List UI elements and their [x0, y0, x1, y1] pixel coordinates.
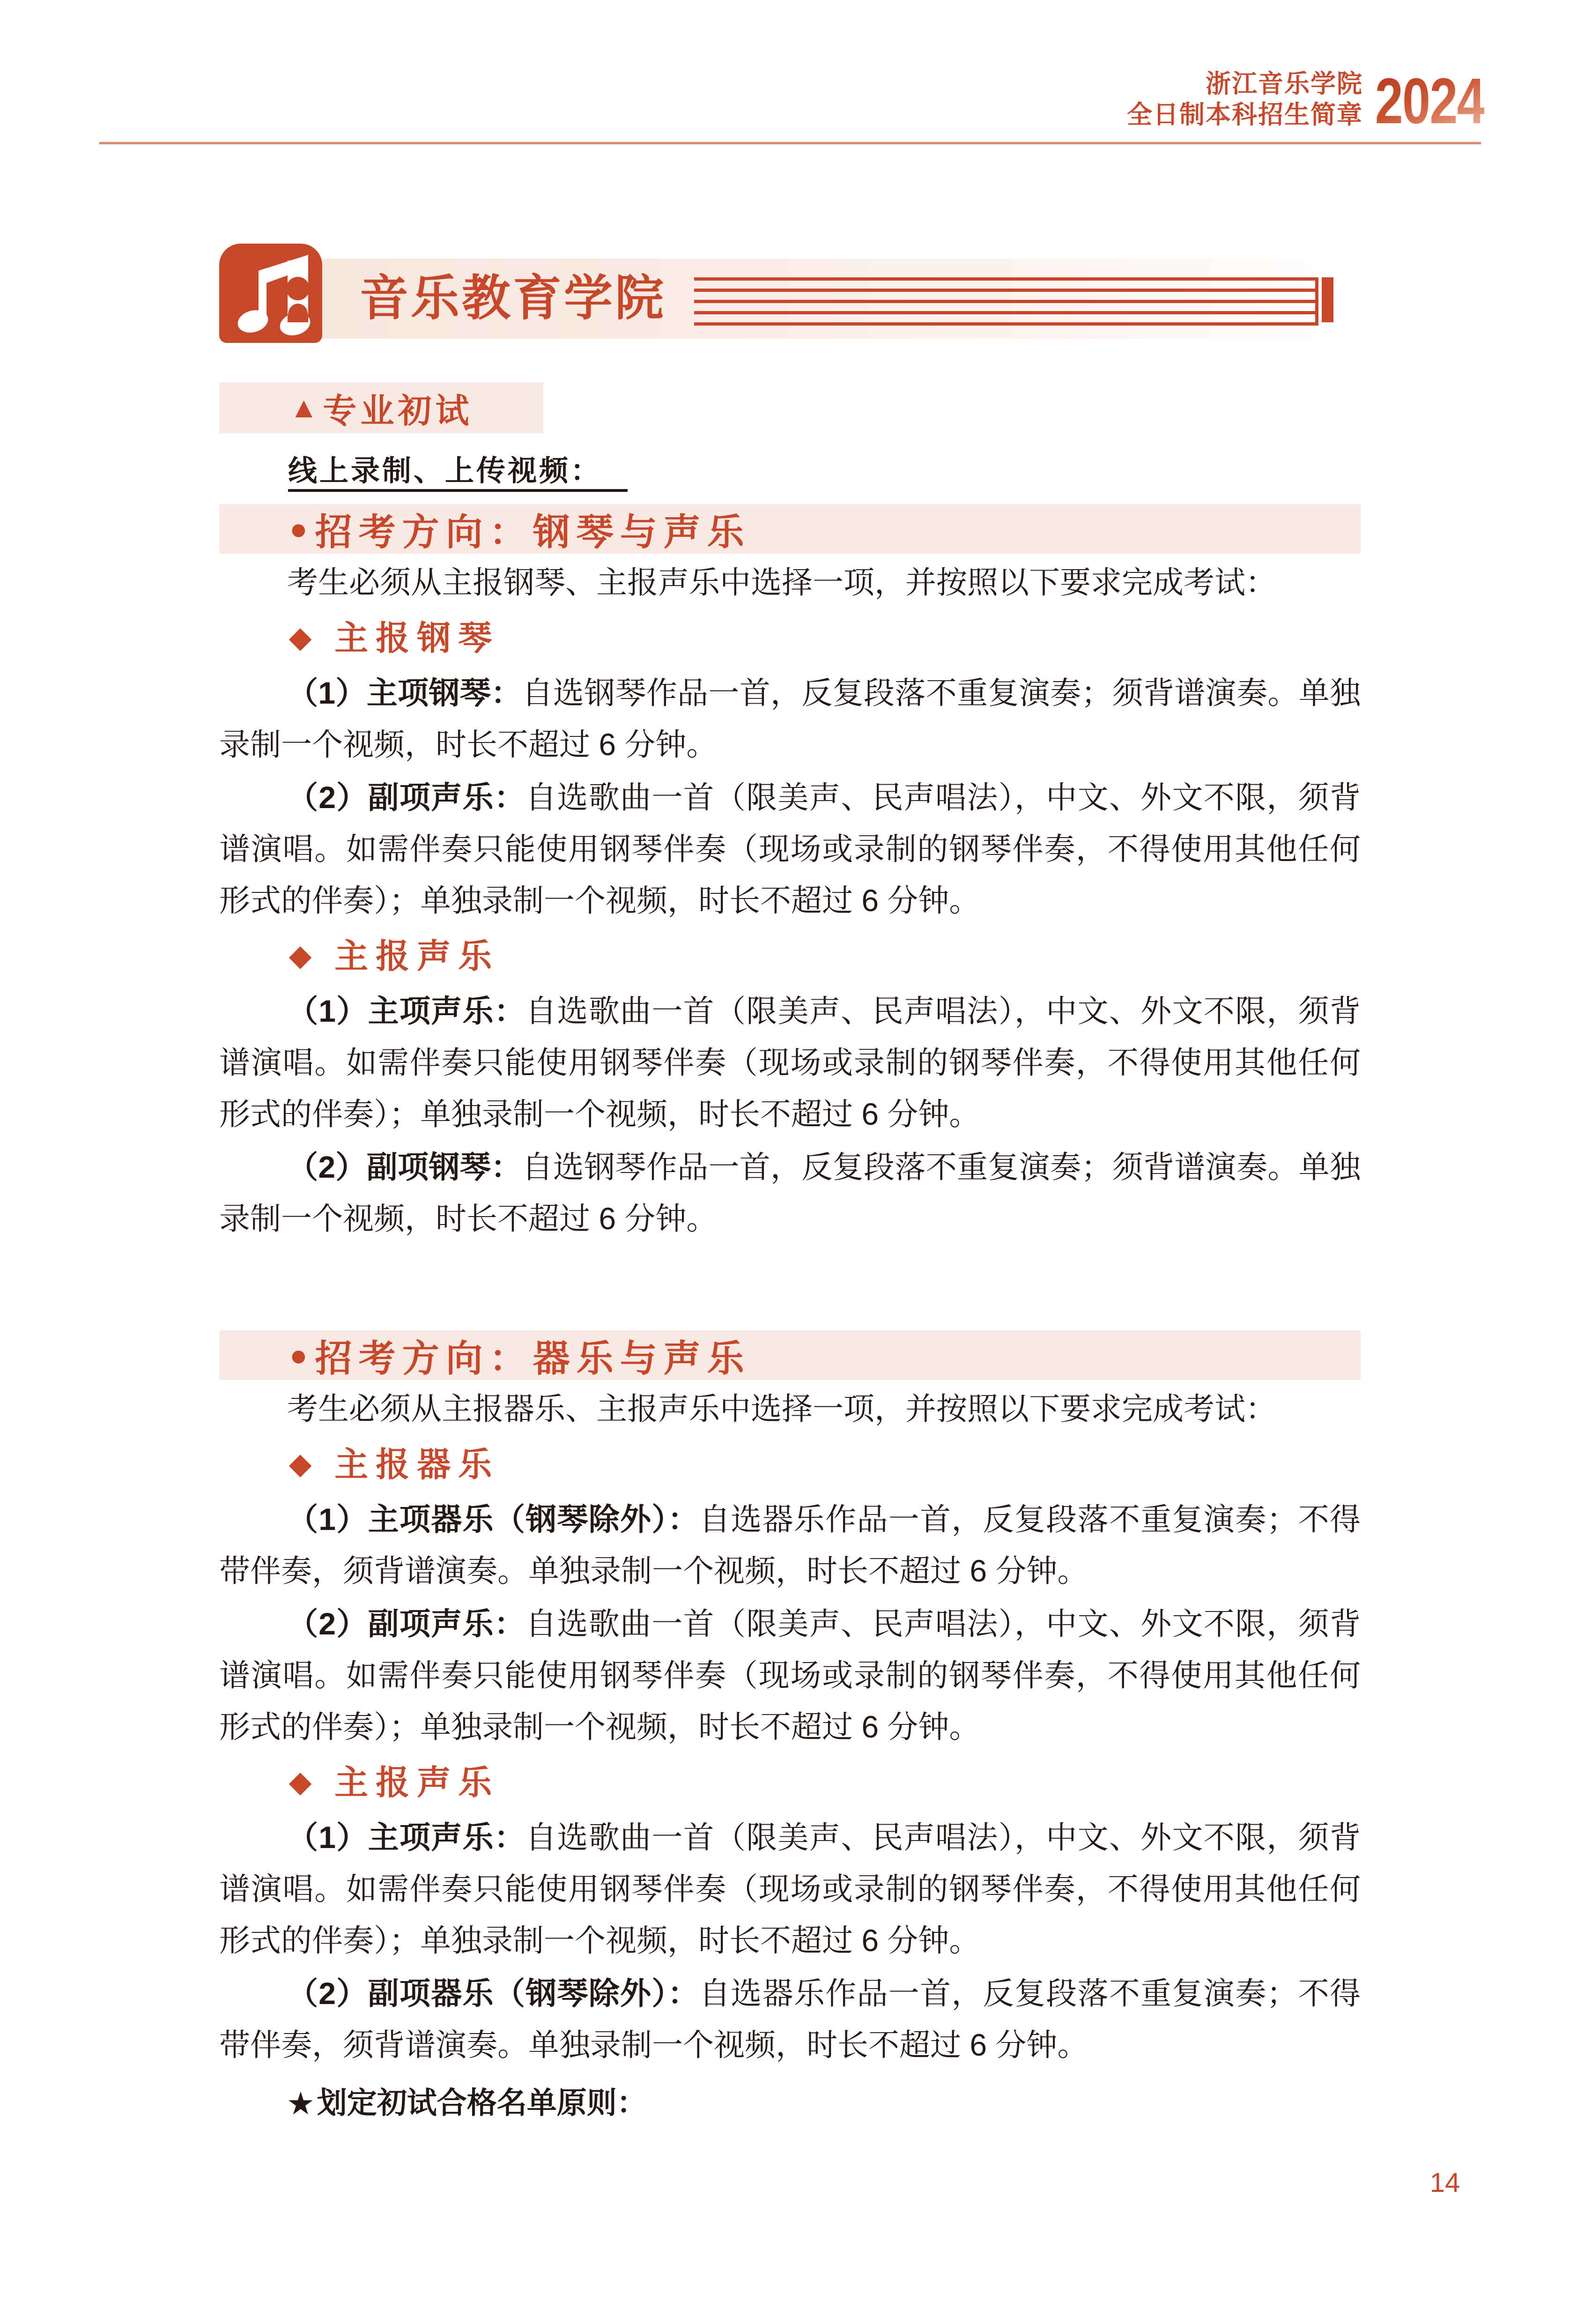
requirement-item — [219, 985, 1361, 1140]
shortlist-principle-label: 划定初试合格名单原则： — [317, 2086, 647, 2120]
requirement-item — [219, 1812, 1361, 1966]
college-title: 音乐教育学院 — [360, 271, 666, 326]
section-bar-label: 招考方向：钢琴与声乐 — [315, 511, 751, 553]
staff-end-bar — [1322, 277, 1333, 322]
requirement-item — [219, 1141, 1361, 1244]
section-intro: 考生必须从主报器乐、主报声乐中选择一项，并按照以下要求完成考试： — [287, 1391, 1276, 1426]
item-lead: （2）副项声乐： — [287, 1606, 526, 1641]
group-heading-label: 主报钢琴 — [334, 620, 500, 657]
header-brochure-title: 全日制本科招生简章 — [1127, 101, 1363, 129]
note-text: 线上录制、上传视频： — [288, 456, 628, 492]
diamond-bullet-icon: ◆ — [289, 1766, 311, 1797]
item-body: 自选歌曲一首（限美声、民声唱法），中文、外文不限，须背谱演唱。如需伴奏只能使用钢琴伴奏（现场或录制的钢琴伴奏，不得使用其他任何形式的伴奏）；单独录制一个视频，时长不超过 6 分钟。 — [219, 994, 1361, 1131]
note-line — [219, 456, 1361, 491]
item-body: 自选器乐作品一首，反复段落不重复演奏；不得带伴奏，须背谱演奏。单独录制一个视频，时长不超过 6 分钟。 — [219, 1976, 1361, 2062]
diamond-bullet-icon: ◆ — [289, 1448, 311, 1479]
group-heading-main-vocal — [219, 928, 1361, 984]
staff-line — [694, 300, 1315, 303]
shortlist-principle-note — [219, 2077, 1361, 2130]
item-body: 自选器乐作品一首，反复段落不重复演奏；不得带伴奏，须背谱演奏。单独录制一个视频，时长不超过 6 分钟。 — [219, 1502, 1361, 1588]
requirement-item — [219, 1968, 1361, 2071]
item-body: 自选歌曲一首（限美声、民声唱法），中文、外文不限，须背谱演唱。如需伴奏只能使用钢琴伴奏（现场或录制的钢琴伴奏，不得使用其他任何形式的伴奏）；单独录制一个视频，时长不超过 6 分钟。 — [219, 1820, 1361, 1958]
item-lead: （2）副项声乐： — [287, 780, 526, 815]
section-intro: 考生必须从主报钢琴、主报声乐中选择一项，并按照以下要求完成考试： — [287, 565, 1276, 600]
requirement-item — [219, 772, 1361, 926]
staff-line — [694, 322, 1315, 326]
staff-lines-decoration — [694, 277, 1318, 326]
header-school-name: 浙江音乐学院 — [1206, 70, 1363, 98]
exam-stage-label: 专业初试 — [323, 392, 473, 430]
group-heading-main-piano — [219, 610, 1361, 666]
item-body: 自选钢琴作品一首，反复段落不重复演奏；须背谱演奏。单独录制一个视频，时长不超过 6 分钟。 — [219, 676, 1361, 762]
item-lead: （1）主项声乐： — [287, 994, 526, 1028]
group-heading-label: 主报声乐 — [334, 1764, 500, 1802]
requirement-item — [219, 667, 1361, 770]
item-body: 自选歌曲一首（限美声、民声唱法），中文、外文不限，须背谱演唱。如需伴奏只能使用钢琴伴奏（现场或录制的钢琴伴奏，不得使用其他任何形式的伴奏）；单独录制一个视频，时长不超过 6 分钟。 — [219, 1606, 1361, 1744]
circle-bullet-icon: ● — [289, 512, 308, 546]
group-heading-label: 主报器乐 — [334, 1446, 500, 1484]
exam-stage-heading — [219, 382, 543, 433]
staff-line — [694, 311, 1315, 314]
item-body: 自选歌曲一首（限美声、民声唱法），中文、外文不限，须背谱演唱。如需伴奏只能使用钢琴伴奏（现场或录制的钢琴伴奏，不得使用其他任何形式的伴奏）；单独录制一个视频，时长不超过 6 分钟。 — [219, 780, 1361, 918]
star-marker-icon: ★ — [288, 2088, 313, 2119]
group-heading-label: 主报声乐 — [334, 938, 500, 975]
item-body: 自选钢琴作品一首，反复段落不重复演奏；须背谱演奏。单独录制一个视频，时长不超过 6 分钟。 — [219, 1150, 1361, 1236]
group-heading-main-vocal-2 — [219, 1755, 1361, 1810]
item-lead: （1）主项器乐（钢琴除外）： — [287, 1502, 699, 1537]
item-lead: （1）主项声乐： — [287, 1820, 526, 1855]
circle-bullet-icon: ● — [289, 1338, 308, 1372]
diamond-bullet-icon: ◆ — [289, 622, 311, 653]
requirement-item — [219, 1598, 1361, 1752]
staff-line — [694, 289, 1315, 292]
page-number: 14 — [1429, 2168, 1460, 2198]
page-header — [1127, 68, 1363, 130]
section-bar-piano-vocal — [219, 504, 1361, 554]
section-bar-label: 招考方向：器乐与声乐 — [315, 1337, 751, 1379]
item-lead: （2）副项钢琴： — [287, 1150, 522, 1184]
header-year: 2024 — [1375, 65, 1484, 137]
item-lead: （2）副项器乐（钢琴除外）： — [287, 1976, 699, 2011]
music-note-person-icon — [219, 244, 322, 343]
item-lead: （1）主项钢琴： — [287, 676, 522, 710]
staff-line — [694, 277, 1315, 281]
triangle-marker-icon: ▲ — [289, 392, 318, 424]
group-heading-main-instrument — [219, 1437, 1361, 1492]
requirement-item — [219, 1493, 1361, 1596]
header-rule — [99, 142, 1481, 144]
section-bar-instrument-vocal — [219, 1330, 1361, 1380]
main-content — [219, 382, 1361, 2130]
diamond-bullet-icon: ◆ — [289, 940, 311, 971]
